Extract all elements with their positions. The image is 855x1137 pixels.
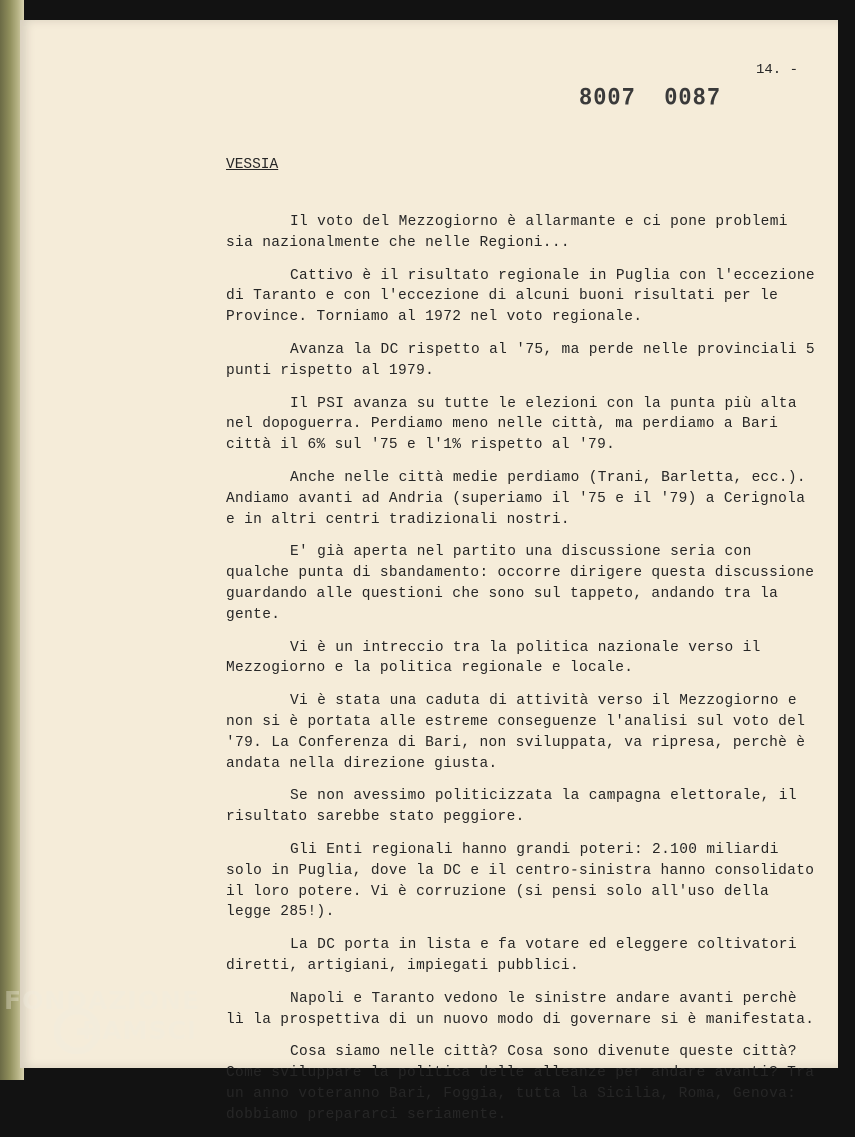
paragraph: Vi è un intreccio tra la politica nazionale verso il Mezzogiorno e la politica regionale e locale. (226, 639, 761, 677)
fondazione-gramsci-watermark (4, 986, 214, 1062)
paragraph: Anche nelle città medie perdiamo (Trani, Barletta, ecc.). Andiamo avanti ad Andria (superiamo il '75 e il '79) a Cerignola e in altri centri tradizionali nostri. (226, 469, 806, 528)
g-logo-icon (54, 1008, 100, 1054)
document-page (20, 20, 838, 1123)
paragraph: Il voto del Mezzogiorno è allarmante e ci pone problemi sia nazionalmente che nelle Regioni... (226, 214, 788, 251)
paragraph: Il PSI avanza su tutte le elezioni con la punta più alta nel dopoguerra. Perdiamo meno nelle città, ma perdiamo a Bari città il 6% sul '75 e l'1% rispetto al '79. (226, 395, 797, 454)
speaker-heading: VESSIA (226, 157, 279, 173)
watermark-line-2: RAMSCI (82, 1016, 198, 1045)
paragraph: Gli Enti regionali hanno grandi poteri: 2.100 miliardi solo in Puglia, dove la DC e il centro-sinistra hanno consolidato il loro potere. Vi è corruzione (si pensi solo all'uso della legge 285!). (226, 841, 815, 921)
watermark-line-1: FONDAZIONE (4, 986, 201, 1015)
paragraph: Se non avessimo politicizzata la campagna elettorale, il risultato sarebbe stato peggiore. (226, 788, 797, 826)
paragraph: La DC porta in lista e fa votare ed eleggere coltivatori diretti, artigiani, impiegati pubblici. (226, 937, 797, 974)
paragraph: Cosa siamo nelle città? Cosa sono divenute queste città? Come sviluppare la politica delle alleanze per andare avanti? Tra un anno voteranno Bari, Foggia, tutta la Sicilia, Roma, Genova: dobbiamo prepararci seriamente. (226, 1044, 815, 1123)
paragraph: E' già aperta nel partito una discussione seria con qualche punta di sbandamento: occorre dirigere questa discussione guardando alle questioni che sono sul tappeto, andando tra la gente. (226, 544, 815, 623)
paragraph: Napoli e Taranto vedono le sinistre andare avanti perchè lì la prospettiva di un nuovo modo di governare si è manifestata. (226, 990, 815, 1028)
paragraph: Cattivo è il risultato regionale in Puglia con l'eccezione di Taranto e con l'eccezione di alcuni buoni risultati per le Province. Torniamo al 1972 nel voto regionale. (226, 267, 815, 326)
archive-stamp-code: 8007 0087 (579, 84, 722, 113)
document-body (226, 212, 816, 1137)
paragraph: Vi è stata una caduta di attività verso il Mezzogiorno e non si è portata alle estreme conseguenze l'analisi sul voto del '79. La Conferenza di Bari, non sviluppata, va ripresa, perchè è andata nella direzione giusta. (226, 693, 806, 772)
paragraph: Avanza la DC rispetto al '75, ma perde nelle provinciali 5 punti rispetto al 1979. (226, 341, 815, 379)
page-number: 14. - (756, 62, 799, 78)
